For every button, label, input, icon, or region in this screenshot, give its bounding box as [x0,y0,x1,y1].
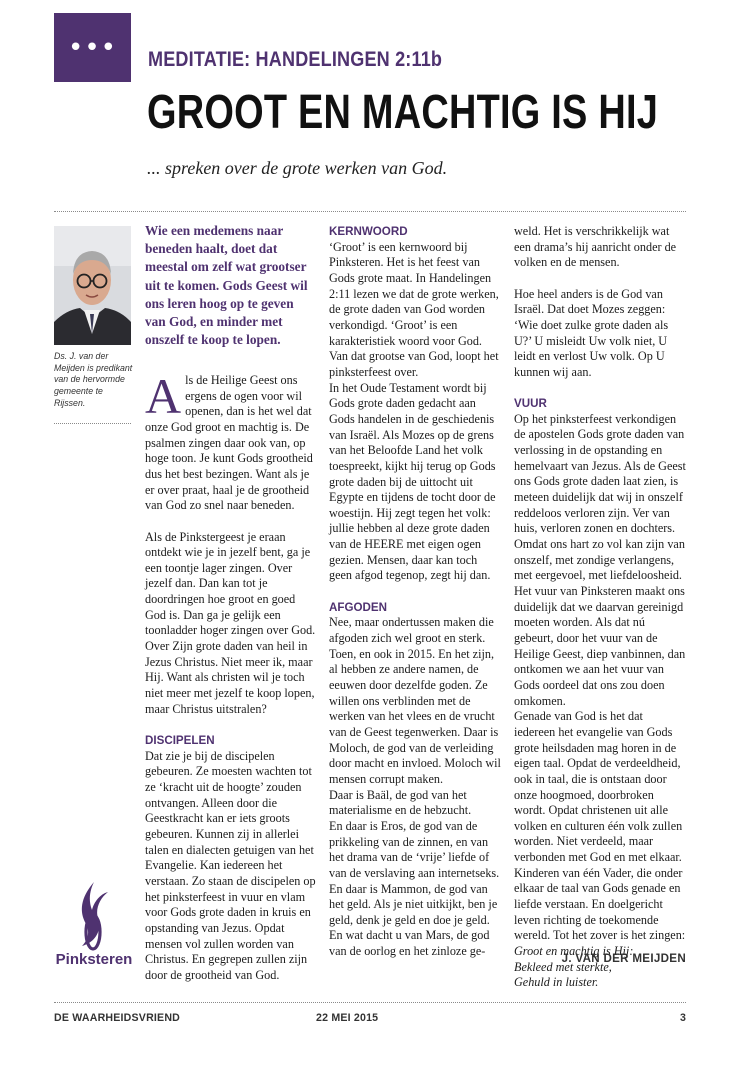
paragraph: Daar is Baäl, de god van het materialisme en de hebzucht. [329,787,472,818]
author-photo [54,226,131,345]
paragraph: En daar is Eros, de god van de prikkeling van de zinnen, en van het drama van de ‘vrije’ liefde of van de verslaving aan internetseks. [329,818,500,880]
author-signature: J. VAN DER MEIJDEN [561,952,686,965]
text-column-2 [329,224,501,960]
paragraph: En daar is Mammon, de god van het geld. Als je niet uitkijkt, ben je geld, denk je geld en doe je geld. En wat dacht u van Mars, de god van de oorlog en het zinloze ge- [329,881,498,959]
paragraph: Hoe heel anders is de God van Israël. Dat doet Mozes zeggen: ‘Wie doet zulke grote daden als U?’ U misleidt Uw volk niet, U leidt en verlost Uw volk. Op U kunnen wij aan. [514,286,669,379]
paragraph: In het Oude Testament wordt bij Gods grote daden gedacht aan Gods handelen in de geschiedenis van Israël. Als Mozes op de grens van het Beloofde Land het volk toespreekt, kijkt hij terug op Gods grote daden bij de uittocht uit Egypte en tijdens de tocht door de woestijn. Hij zegt tegen het volk: jullie hebben al deze grote daden van de HEERE met eigen ogen gezien. Mensen, daar kan toch geen afgod tegenop, zegt hij dan. [329,380,496,583]
text-column-3 [514,224,686,991]
text-column-1 [145,368,316,983]
paragraph: Op het pinksterfeest verkondigen de apostelen Gods grote daden van verlossing in de opstanding en hemelvaart van Jezus. Als de Geest ons Gods grote daden laat zien, is meteen duidelijk dat wij in onszelf reddeloos verloren zijn. Ver van huis, verloren zonen en dochters. Omdat ons hart zo vol kan zijn van onszelf, met zondige verlangens, met eergevoel, met liefdeloosheid. Het vuur van Pinksteren maakt ons duidelijk dat we daarvan gereinigd moeten worden. Als dat nú gebeurt, door het vuur van de Heilige Geest, diep vanbinnen, dan ontkomen we aan het vuur van Gods oordeel dat ons zou doen omkomen. [514,411,686,708]
ellipsis-icon: ••• [67,33,117,63]
poem-line: Gehuld in luister. [514,975,599,990]
section-heading-discipelen: DISCIPELEN [145,733,215,747]
section-heading-afgoden: AFGODEN [329,600,387,614]
article-kicker: MEDITATIE: HANDELINGEN 2:11b [148,48,443,71]
paragraph: weld. Het is verschrikkelijk wat een drama’s hij aanricht onder de volken en de mensen. [514,224,677,270]
poem-line: Bekleed met sterkte, [514,959,612,974]
issue-date: 22 MEI 2015 [316,1012,379,1024]
publication-name: DE WAARHEIDSVRIEND [54,1012,181,1024]
article-subtitle: ... spreken over de grote werken van God. [147,158,448,178]
intro-lead: Wie een medemens naar beneden haalt, doet dat meestal om zelf wat grootser uit te komen. Gods Geest wil ons leren hoog op te geven van God, en minder met onszelf te koop te lopen. [145,223,308,348]
caption-divider [54,423,131,424]
photo-caption: Ds. J. van der Meijden is predikant van de hervormde gemeente te Rijssen. [54,351,133,408]
poem-line: Groot en machtig is Hij: [514,944,634,959]
logo-text: Pinksteren [55,951,133,968]
paragraph: ls de Heilige Geest ons ergens de ogen voor wil openen, dan is het wel dat onze God groot en machtig is. De psalmen zingen daar ook van, op hoge toon. Je kunt Gods grootheid dus het best bezingen. Want als je er over praat, haal je de grootheid van God zo snel naar beneden. [145,373,313,513]
article-title: GROOT EN MACHTIG IS HIJ [147,86,659,139]
section-heading-vuur: VUUR [514,397,547,411]
header-divider [54,211,686,212]
paragraph: Genade van God is het dat iedereen het evangelie van Gods grote heilsdaden mag horen in de eigen taal. Opdat de verdeeldheid, ook in taal, die is ontstaan door onze hoogmoed, doorbroken wordt. Opdat christenen uit alle volken en culturen één volk zullen worden. Niet verdeeld, maar verbonden met God en met elkaar. Kinderen van één Vader, die onder elkaar de taal van Gods genade en liefde verstaan. En doelgericht leven richting de toekomende wereld. Tot het zover is het zingen: [514,709,686,943]
paragraph: Nee, maar ondertussen maken die afgoden zich wel groot en sterk. Toen, en ook in 2015. En het zijn, al hebben ze andere namen, de eeuwen door dezelfde goden. Ze willen ons verblinden met de werken van het vlees en de vrucht van de Geest tegenwerken. Daar is Moloch, de god van de verleiding door macht en invloed. Moloch wil mensen corrupt maken. [329,615,501,786]
drop-cap: A [145,368,182,424]
footer-divider [54,1002,686,1003]
section-badge [54,13,131,82]
paragraph: Dat zie je bij de discipelen gebeuren. Ze moesten wachten tot ze ‘kracht uit de hoogte’ zouden ontvangen. Alleen door die Geestkracht kan er iets groots gebeuren. Kunnen zij in allerlei talen en dialecten getuigen van het Evangelie. Kan iedereen het verstaan. Zo staan de discipelen op het pinksterfeest in vuur en vlam voor Gods grote daden in kruis en opstanding van Jezus. Opdat mensen vol zullen worden van Christus. En gegrepen zullen zijn door de grootheid van God. [145,748,316,982]
paragraph: ‘Groot’ is een kernwoord bij Pinksteren. Het is het feest van Gods grote maat. In Handelingen 2:11 lezen we dat de grote werken, de grote daden van God worden verkondigd. ‘Groot’ is een karakteristiek woord voor God. Van dat grootse van God, loopt het pinksterfeest over. [329,239,499,379]
section-heading-kernwoord: KERNWOORD [329,225,408,238]
page-number: 3 [680,1012,687,1024]
paragraph: Als de Pinkstergeest je eraan ontdekt wie je in jezelf bent, ga je een toontje lager zingen. Over jezelf dan. Dan kan tot je doordringen hoe groot en goed God is. Dan ga je gelijk een toonladder hoger zingen over God. Over Zijn grote daden van heil in Jezus Christus. Niet meer ik, maar Hij. Want als christen wil je toch niet meer met jezelf te koop lopen, maar Christus uitstralen? [145,529,316,716]
